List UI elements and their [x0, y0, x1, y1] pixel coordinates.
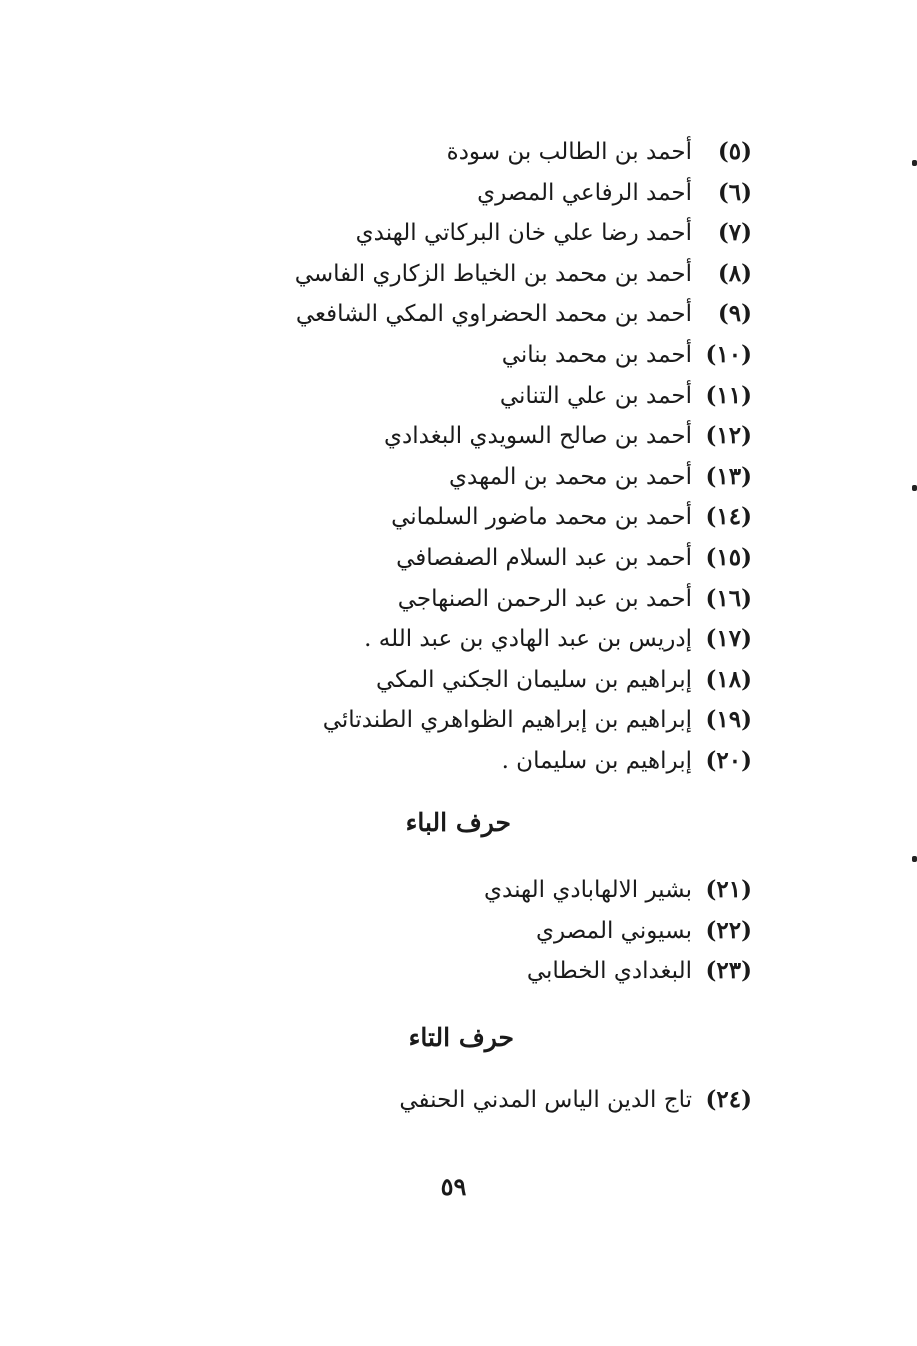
- entry-number: (١٢): [705, 422, 752, 450]
- list-item: [152, 254, 752, 295]
- entry-number: (١٦): [705, 584, 752, 612]
- list-item: [152, 132, 752, 173]
- entry-name: أحمد بن محمد بن المهدي: [449, 463, 692, 490]
- entry-name: أحمد بن محمد بن الخياط الزكاري الفاسي: [294, 260, 692, 287]
- entry-name: أحمد رضا علي خان البركاتي الهندي: [355, 220, 692, 247]
- list-item: [152, 619, 752, 660]
- entry-number: (١٠): [705, 340, 752, 368]
- entry-number: (٩): [717, 300, 752, 328]
- list-item: [152, 700, 752, 741]
- entry-number: (١٥): [705, 543, 752, 571]
- list-item: [152, 911, 752, 952]
- entry-name: أحمد بن محمد ماضور السلماني: [391, 504, 692, 531]
- list-item: [152, 457, 752, 498]
- entry-list-ba: [152, 870, 752, 992]
- entry-name: أحمد بن علي التناني: [499, 382, 692, 409]
- entry-name: بسيوني المصري: [536, 917, 692, 944]
- entry-number: (١٤): [705, 503, 752, 531]
- list-item: [152, 416, 752, 457]
- entry-name: أحمد بن صالح السويدي البغدادي: [384, 423, 692, 450]
- entry-number: (١٧): [705, 625, 752, 653]
- entry-number: (٦): [717, 178, 752, 206]
- scan-speck: [912, 856, 917, 862]
- entry-list-ta: [152, 1080, 752, 1121]
- entry-number: (٨): [717, 259, 752, 287]
- list-item: [152, 213, 752, 254]
- list-item: [152, 335, 752, 376]
- entry-name: إبراهيم بن سليمان .: [501, 747, 692, 774]
- list-item: [152, 173, 752, 214]
- entry-name: أحمد بن عبد الرحمن الصنهاجي: [397, 585, 692, 612]
- list-item: [152, 660, 752, 701]
- section-title-ta: حرف التاء: [408, 1023, 514, 1052]
- entry-name: أحمد بن الطالب بن سودة: [446, 139, 692, 165]
- entry-list-alif: [152, 132, 752, 782]
- page-number: ٥٩: [440, 1172, 467, 1201]
- entry-number: (١٣): [705, 462, 752, 490]
- list-item: [152, 951, 752, 992]
- entry-name: بشير الالهابادي الهندي: [484, 877, 692, 903]
- list-item: [152, 376, 752, 417]
- list-item: [152, 497, 752, 538]
- entry-number: (٥): [717, 138, 752, 165]
- entry-number: (٧): [717, 219, 752, 247]
- entry-name: أحمد بن محمد الحضراوي المكي الشافعي: [295, 301, 692, 328]
- entry-number: (١١): [705, 381, 752, 409]
- entry-name: أحمد بن عبد السلام الصفصافي: [396, 544, 692, 571]
- entry-name: إبراهيم بن إبراهيم الظواهري الطندتائي: [322, 707, 692, 734]
- section-title-ba: حرف الباء: [405, 808, 511, 837]
- entry-number: (٢١): [705, 876, 752, 903]
- entry-name: أحمد بن محمد بناني: [501, 341, 692, 368]
- list-item: [152, 870, 752, 911]
- list-item: [152, 741, 752, 782]
- entry-number: (٢٣): [705, 957, 752, 985]
- scan-speck: [912, 485, 917, 491]
- entry-name: إدريس بن عبد الهادي بن عبد الله .: [364, 626, 692, 653]
- list-item: [152, 294, 752, 335]
- entry-name: البغدادي الخطابي: [526, 958, 692, 985]
- entry-number: (١٨): [705, 665, 752, 693]
- scan-speck: [912, 160, 917, 166]
- entry-number: (٢٢): [705, 916, 752, 944]
- entry-number: (٢٤): [705, 1086, 752, 1113]
- entry-name: تاج الدين الياس المدني الحنفي: [399, 1087, 692, 1113]
- list-item: [152, 579, 752, 620]
- list-item: [152, 1080, 752, 1121]
- entry-name: إبراهيم بن سليمان الجكني المكي: [375, 666, 692, 693]
- list-item: [152, 538, 752, 579]
- entry-name: أحمد الرفاعي المصري: [477, 179, 692, 206]
- entry-number: (٢٠): [705, 746, 752, 774]
- entry-number: (١٩): [705, 706, 752, 734]
